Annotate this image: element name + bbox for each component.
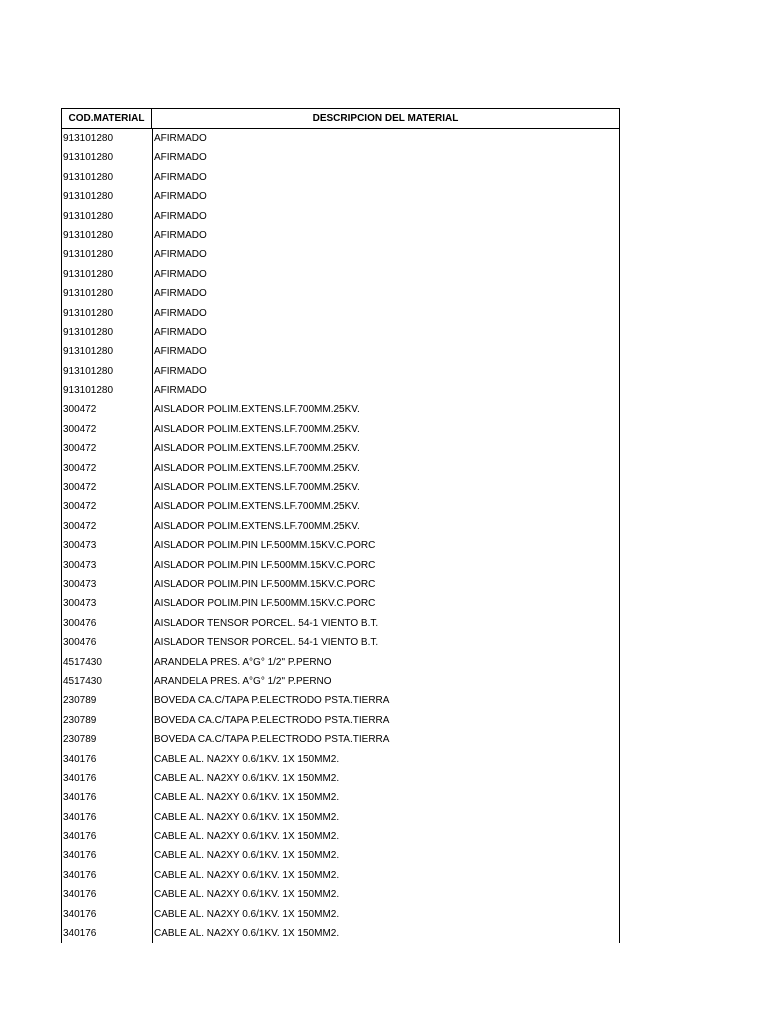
cell-descripcion: AFIRMADO — [154, 385, 207, 397]
cell-cod-material: 4517430 — [62, 672, 153, 691]
cell-cod-material: 230789 — [62, 730, 153, 749]
table-row — [62, 614, 619, 633]
cell-descripcion: BOVEDA CA.C/TAPA P.ELECTRODO PSTA.TIERRA — [154, 734, 390, 746]
cell-cod-material: 300473 — [62, 556, 153, 575]
cell-descripcion: CABLE AL. NA2XY 0.6/1KV. 1X 150MM2. — [154, 753, 340, 765]
cell-cod-material: 913101280 — [62, 207, 153, 226]
table-header-row — [61, 108, 620, 129]
cell-descripcion: AFIRMADO — [154, 288, 207, 300]
cell-cod-material: 913101280 — [62, 284, 153, 303]
table-row — [62, 420, 619, 439]
table-row — [62, 459, 619, 478]
table-row — [62, 265, 619, 284]
cell-cod-material: 913101280 — [62, 265, 153, 284]
table-row — [62, 556, 619, 575]
cell-cod-material: 913101280 — [62, 129, 153, 148]
table-row — [62, 885, 619, 904]
table-row — [62, 148, 619, 167]
cell-descripcion: AFIRMADO — [154, 152, 207, 164]
cell-cod-material: 4517430 — [62, 653, 153, 672]
table-row — [62, 827, 619, 846]
cell-descripcion: AISLADOR POLIM.PIN LF.500MM.15KV.C.PORC — [154, 540, 376, 552]
cell-descripcion: AISLADOR POLIM.EXTENS.LF.700MM.25KV. — [154, 501, 360, 513]
cell-cod-material: 300473 — [62, 575, 153, 594]
cell-cod-material: 913101280 — [62, 168, 153, 187]
cell-descripcion: AISLADOR POLIM.PIN LF.500MM.15KV.C.PORC — [154, 598, 376, 610]
header-cod-material: COD.MATERIAL — [62, 109, 152, 128]
table-row — [62, 846, 619, 865]
table-row — [62, 730, 619, 749]
cell-descripcion: AFIRMADO — [154, 229, 207, 241]
cell-descripcion: AISLADOR POLIM.EXTENS.LF.700MM.25KV. — [154, 423, 360, 435]
table-row — [62, 400, 619, 419]
cell-cod-material: 300473 — [62, 594, 153, 613]
cell-descripcion: AFIRMADO — [154, 133, 207, 144]
cell-descripcion: AFIRMADO — [154, 268, 207, 280]
table-row — [62, 245, 619, 264]
cell-cod-material: 300476 — [62, 614, 153, 633]
table-row — [62, 691, 619, 710]
table-row — [62, 362, 619, 381]
cell-descripcion: AFIRMADO — [154, 249, 207, 261]
cell-cod-material: 913101280 — [62, 381, 153, 400]
cell-cod-material: 300472 — [62, 497, 153, 516]
cell-descripcion: AISLADOR POLIM.EXTENS.LF.700MM.25KV. — [154, 520, 360, 532]
cell-cod-material: 300472 — [62, 478, 153, 497]
cell-descripcion: AISLADOR POLIM.EXTENS.LF.700MM.25KV. — [154, 462, 360, 474]
cell-cod-material: 913101280 — [62, 304, 153, 323]
cell-descripcion: AISLADOR POLIM.PIN LF.500MM.15KV.C.PORC — [154, 578, 376, 590]
table-row — [62, 207, 619, 226]
cell-descripcion: ARANDELA PRES. A°G° 1/2" P.PERNO — [154, 675, 332, 687]
table-row — [62, 168, 619, 187]
cell-cod-material: 300472 — [62, 459, 153, 478]
table-row — [62, 866, 619, 885]
cell-descripcion: AFIRMADO — [154, 326, 207, 338]
table-row — [62, 711, 619, 730]
cell-cod-material: 913101280 — [62, 187, 153, 206]
cell-cod-material: 340176 — [62, 808, 153, 827]
table-row — [62, 439, 619, 458]
cell-cod-material: 340176 — [62, 885, 153, 904]
table-row — [62, 653, 619, 672]
cell-descripcion: AISLADOR POLIM.EXTENS.LF.700MM.25KV. — [154, 482, 360, 494]
cell-descripcion: AFIRMADO — [154, 307, 207, 319]
cell-descripcion: CABLE AL. NA2XY 0.6/1KV. 1X 150MM2. — [154, 928, 340, 940]
cell-cod-material: 340176 — [62, 769, 153, 788]
table-row — [62, 788, 619, 807]
cell-descripcion: AISLADOR POLIM.EXTENS.LF.700MM.25KV. — [154, 404, 360, 416]
cell-cod-material: 913101280 — [62, 362, 153, 381]
cell-descripcion: ARANDELA PRES. A°G° 1/2" P.PERNO — [154, 656, 332, 668]
cell-descripcion: CABLE AL. NA2XY 0.6/1KV. 1X 150MM2. — [154, 889, 340, 901]
header-descripcion-material: DESCRIPCION DEL MATERIAL — [312, 113, 459, 124]
cell-descripcion: AFIRMADO — [154, 365, 207, 377]
cell-descripcion: AISLADOR TENSOR PORCEL. 54-1 VIENTO B.T. — [154, 617, 379, 629]
cell-cod-material: 913101280 — [62, 148, 153, 167]
table-row — [62, 478, 619, 497]
table-row — [62, 750, 619, 769]
cell-descripcion: AFIRMADO — [154, 171, 207, 183]
table-row — [62, 808, 619, 827]
table-row — [62, 633, 619, 652]
cell-cod-material: 340176 — [62, 924, 153, 943]
cell-cod-material: 913101280 — [62, 245, 153, 264]
cell-cod-material: 340176 — [62, 827, 153, 846]
table-row — [62, 381, 619, 400]
cell-cod-material: 913101280 — [62, 342, 153, 361]
cell-descripcion: BOVEDA CA.C/TAPA P.ELECTRODO PSTA.TIERRA — [154, 714, 390, 726]
cell-descripcion: AISLADOR TENSOR PORCEL. 54-1 VIENTO B.T. — [154, 637, 379, 649]
cell-descripcion: BOVEDA CA.C/TAPA P.ELECTRODO PSTA.TIERRA — [154, 695, 390, 707]
cell-cod-material: 300472 — [62, 439, 153, 458]
cell-descripcion: CABLE AL. NA2XY 0.6/1KV. 1X 150MM2. — [154, 772, 340, 784]
cell-cod-material: 300472 — [62, 517, 153, 536]
cell-cod-material: 300473 — [62, 536, 153, 555]
cell-cod-material: 340176 — [62, 905, 153, 924]
cell-descripcion: AISLADOR POLIM.PIN LF.500MM.15KV.C.PORC — [154, 559, 376, 571]
table-row — [62, 226, 619, 245]
cell-descripcion: AISLADOR POLIM.EXTENS.LF.700MM.25KV. — [154, 443, 360, 455]
cell-descripcion: CABLE AL. NA2XY 0.6/1KV. 1X 150MM2. — [154, 908, 340, 920]
table-body — [61, 129, 620, 943]
cell-cod-material: 340176 — [62, 788, 153, 807]
cell-cod-material: 913101280 — [62, 323, 153, 342]
table-row — [62, 672, 619, 691]
table-row — [62, 769, 619, 788]
cell-descripcion: CABLE AL. NA2XY 0.6/1KV. 1X 150MM2. — [154, 792, 340, 804]
cell-cod-material: 230789 — [62, 691, 153, 710]
cell-descripcion: AFIRMADO — [154, 191, 207, 203]
table-row — [62, 536, 619, 555]
table-row — [62, 187, 619, 206]
table-row — [62, 129, 619, 148]
cell-descripcion: AFIRMADO — [154, 346, 207, 358]
table-row — [62, 304, 619, 323]
cell-cod-material: 300472 — [62, 400, 153, 419]
table-row — [62, 575, 619, 594]
cell-cod-material: 340176 — [62, 866, 153, 885]
cell-descripcion: CABLE AL. NA2XY 0.6/1KV. 1X 150MM2. — [154, 831, 340, 843]
table-row — [62, 594, 619, 613]
cell-descripcion: CABLE AL. NA2XY 0.6/1KV. 1X 150MM2. — [154, 850, 340, 862]
cell-cod-material: 913101280 — [62, 226, 153, 245]
cell-cod-material: 340176 — [62, 846, 153, 865]
cell-cod-material: 300472 — [62, 420, 153, 439]
table-row — [62, 905, 619, 924]
cell-cod-material: 340176 — [62, 750, 153, 769]
cell-descripcion: AFIRMADO — [154, 210, 207, 222]
cell-descripcion: CABLE AL. NA2XY 0.6/1KV. 1X 150MM2. — [154, 869, 340, 881]
table-row — [62, 284, 619, 303]
materials-table — [61, 108, 620, 943]
table-row — [62, 342, 619, 361]
cell-cod-material: 230789 — [62, 711, 153, 730]
table-row — [62, 497, 619, 516]
cell-cod-material: 300476 — [62, 633, 153, 652]
table-row — [62, 924, 619, 943]
table-row — [62, 323, 619, 342]
cell-descripcion: CABLE AL. NA2XY 0.6/1KV. 1X 150MM2. — [154, 811, 340, 823]
table-row — [62, 517, 619, 536]
